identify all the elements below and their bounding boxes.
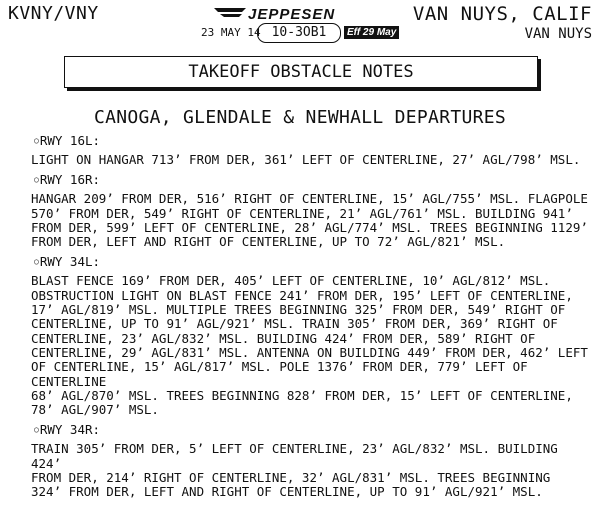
jeppesen-swoosh-icon — [212, 6, 252, 20]
runway-obstacle-text: HANGAR 209’ FROM DER, 516’ RIGHT OF CENTERLINE, 15’ AGL/755’ MSL. FLAGPOLE 570’ FROM DER, 549’ RIGHT OF CENTERLINE, 21’ AGL/761’ MSL. BUILDING 941’ FROM DER, 599’ LEFT OF CENTERLINE, 28’ AGL/774’ MSL. TREES BEGINNING 1129’ FROM DER, LEFT AND RIGHT OF CENTERLINE, UP TO 72’ AGL/821’ MSL. — [31, 191, 588, 250]
runway-obstacle-text: LIGHT ON HANGAR 713’ FROM DER, 361’ LEFT OF CENTERLINE, 27’ AGL/798’ MSL. — [31, 152, 581, 167]
runway-section-34r — [31, 422, 591, 499]
section-heading: CANOGA, GLENDALE & NEWHALL DEPARTURES — [93, 107, 507, 128]
bullet-icon: ○ — [34, 425, 39, 435]
page-title: TAKEOFF OBSTACLE NOTES — [64, 56, 538, 88]
runway-label: RWY 34R: — [39, 422, 101, 438]
runway-obstacle-text: TRAIN 305’ FROM DER, 5’ LEFT OF CENTERLINE, 23’ AGL/832’ MSL. BUILDING 424’ FROM DER, 214’ RIGHT OF CENTERLINE, 32’ AGL/831’ MSL. TREES BEGINNING 324’ FROM DER, LEFT AND RIGHT OF CENTERLINE, UP TO 91’ AGL/921’ MSL. — [31, 441, 558, 500]
city-name: VAN NUYS, CALIF — [412, 3, 592, 25]
bullet-icon: ○ — [34, 175, 39, 185]
runway-notes — [31, 133, 591, 505]
airport-codes: KVNY/VNY — [8, 3, 99, 24]
brand-name: JEPPESEN — [248, 6, 336, 23]
runway-section-16l — [31, 133, 591, 167]
location-block — [413, 3, 592, 43]
bullet-icon: ○ — [34, 257, 39, 267]
bullet-icon: ○ — [34, 136, 39, 145]
airport-name: VAN NUYS — [524, 26, 592, 42]
chart-index: 10-3OB1 — [257, 23, 341, 43]
chart-date: 23 MAY 14 — [201, 26, 261, 39]
runway-section-34l — [31, 254, 591, 417]
runway-label: RWY 34L: — [39, 254, 101, 270]
runway-label: RWY 16L: — [39, 133, 101, 148]
effective-date-badge: Eff 29 May — [344, 26, 399, 39]
runway-obstacle-text: BLAST FENCE 169’ FROM DER, 405’ LEFT OF CENTERLINE, 10’ AGL/812’ MSL. OBSTRUCTION LIGHT ON BLAST FENCE 241’ FROM DER, 195’ LEFT OF CENTERLINE, 17’ AGL/819’ MSL. MULTIPLE TREES BEGINNING 325’ FROM DER, 549’ RIGHT OF CENTERLINE, UP TO 91’ AGL/921’ MSL. TRAIN 305’ FROM DER, 369’ RIGHT OF CENTERLINE, 23’ AGL/832’ MSL. BUILDING 424’ FROM DER, 589’ RIGHT OF CENTERLINE, 29’ AGL/831’ MSL. ANTENNA ON BUILDING 449’ FROM DER, 462’ LEFT OF CENTERLINE, 15’ AGL/817’ MSL. POLE 1376’ FROM DER, 779’ LEFT OF CENTERLINE 68’ AGL/870’ MSL. TREES BEGINNING 828’ FROM DER, 15’ LEFT OF CENTERLINE, 78’ AGL/907’ MSL. — [31, 273, 588, 418]
runway-label: RWY 16R: — [39, 172, 101, 188]
runway-section-16r — [31, 172, 591, 249]
